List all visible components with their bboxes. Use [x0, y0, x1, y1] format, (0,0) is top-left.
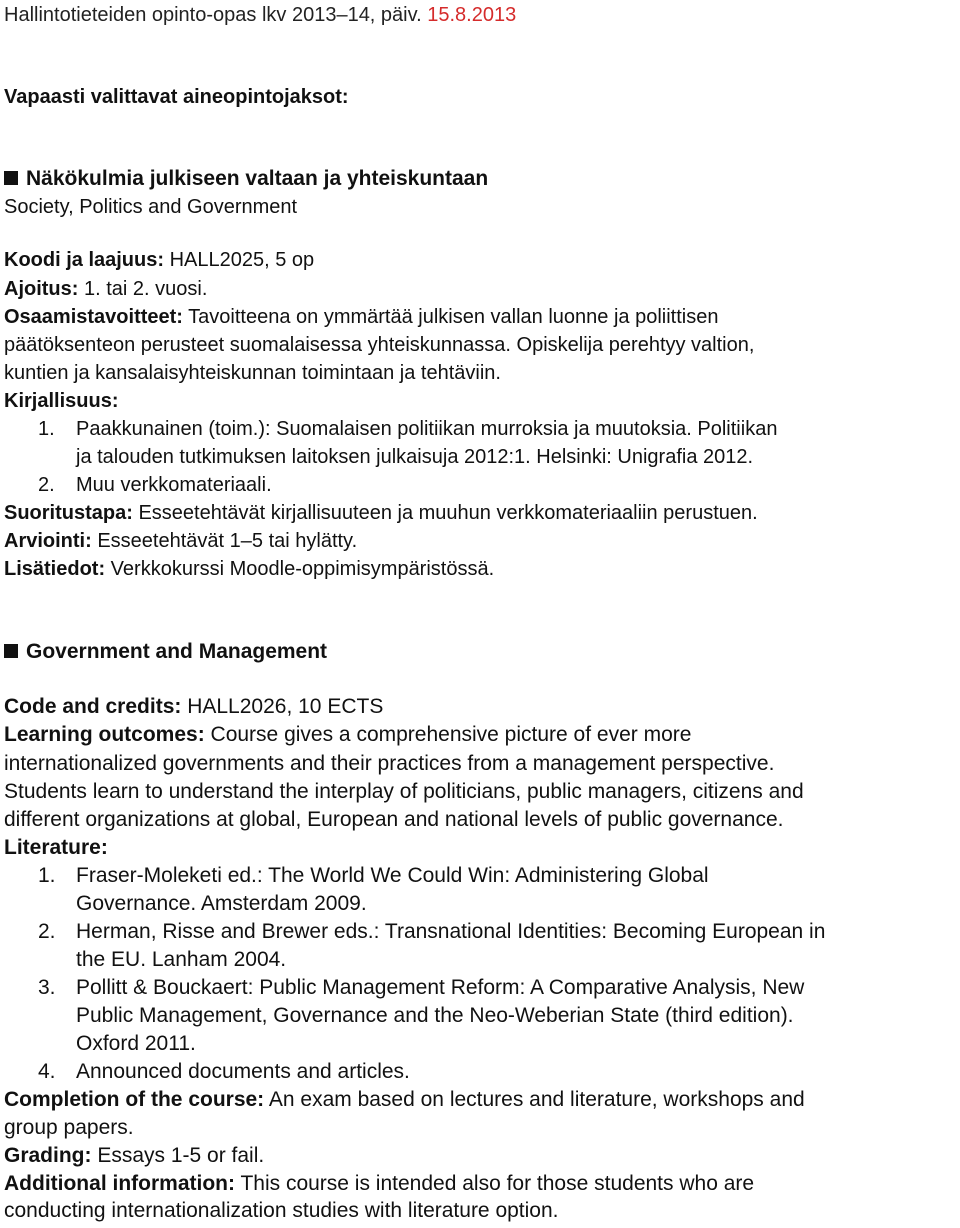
course2-outcomes-line1: Course gives a comprehensive picture of ever more — [204, 723, 692, 746]
course2-grading-value: Essays 1-5 or fail. — [91, 1144, 265, 1167]
list-number: 2. — [38, 920, 56, 943]
course1-title-text: Näkökulmia julkiseen valtaan ja yhteiskuntaan — [26, 167, 489, 190]
course1-outcomes-line2: päätöksenteon perusteet suomalaisessa yhteiskunnassa. Opiskelija perehtyy valtion, — [4, 334, 755, 356]
course2-grading-label: Grading: — [4, 1144, 92, 1167]
list-item: Muu verkkomateriaali. — [76, 474, 272, 496]
course2-completion-line2: group papers. — [4, 1116, 134, 1139]
course2-completion-label: Completion of the course: — [4, 1088, 265, 1111]
course1-info — [4, 558, 494, 581]
course1-code-label: Koodi ja laajuus: — [4, 249, 165, 271]
course2-completion — [4, 1088, 805, 1112]
course1-subtitle: Society, Politics and Government — [4, 196, 298, 218]
header-date: 15.8.2013 — [427, 4, 517, 26]
course2-title — [4, 640, 327, 664]
course1-outcomes-line1: Tavoitteena on ymmärtää julkisen vallan luonne ja poliittisen — [182, 306, 719, 328]
course2-info-label: Additional information: — [4, 1172, 235, 1195]
list-item: Paakkunainen (toim.): Suomalaisen politiikan murroksia ja muutoksia. Politiikan — [76, 418, 778, 440]
list-item-continued: Governance. Amsterdam 2009. — [76, 892, 367, 915]
section-heading: Vapaasti valittavat aineopintojaksot: — [4, 86, 349, 108]
list-number: 3. — [38, 976, 56, 999]
list-number: 1. — [38, 864, 56, 887]
course1-timing-label: Ajoitus: — [4, 278, 79, 300]
course2-info-line1: This course is intended also for those students who are — [234, 1172, 755, 1195]
course1-grading-label: Arviointi: — [4, 530, 92, 552]
list-item: Herman, Risse and Brewer eds.: Transnational Identities: Becoming European in — [76, 920, 826, 943]
course1-code — [4, 249, 314, 272]
list-item: Fraser-Moleketi ed.: The World We Could Win: Administering Global — [76, 864, 709, 887]
course2-code-value: HALL2026, 10 ECTS — [181, 695, 384, 718]
header-title: Hallintotieteiden opinto-opas lkv 2013–14, päiv. — [4, 4, 422, 26]
course1-outcomes-label: Osaamistavoitteet: — [4, 306, 183, 328]
list-number: 1. — [38, 418, 55, 440]
course2-code-label: Code and credits: — [4, 695, 182, 718]
course2-outcomes — [4, 723, 691, 747]
course2-info — [4, 1172, 754, 1196]
list-item-continued: ja talouden tutkimuksen laitoksen julkaisuja 2012:1. Helsinki: Unigrafia 2012. — [76, 446, 754, 468]
course2-code — [4, 695, 383, 719]
square-bullet-icon — [4, 171, 18, 185]
course1-outcomes-line3: kuntien ja kansalaisyhteiskunnan toimintaan ja tehtäviin. — [4, 362, 501, 384]
course2-completion-line1: An exam based on lectures and literature, workshops and — [264, 1088, 805, 1111]
list-item: Pollitt & Bouckaert: Public Management Reform: A Comparative Analysis, New — [76, 976, 805, 999]
course1-grading-value: Esseetehtävät 1–5 tai hylätty. — [91, 530, 358, 552]
course2-outcomes-line3: Students learn to understand the interplay of politicians, public managers, citizens and — [4, 780, 804, 803]
course1-completion-label: Suoritustapa: — [4, 502, 133, 524]
course2-grading — [4, 1144, 264, 1168]
course1-info-label: Lisätiedot: — [4, 558, 106, 580]
page-header — [4, 4, 516, 27]
list-item: Announced documents and articles. — [76, 1060, 410, 1083]
course2-outcomes-line4: different organizations at global, European and national levels of public governance. — [4, 808, 784, 831]
square-bullet-icon — [4, 644, 18, 658]
course1-grading — [4, 530, 357, 553]
course2-literature-label: Literature: — [4, 836, 108, 859]
course1-code-value: HALL2025, 5 op — [164, 249, 315, 271]
list-item-continued: Public Management, Governance and the Neo-Weberian State (third edition). — [76, 1004, 794, 1027]
list-item-continued: Oxford 2011. — [76, 1032, 196, 1055]
course2-title-text: Government and Management — [26, 640, 328, 663]
course2-info-line2: conducting internationalization studies with literature option. — [4, 1199, 559, 1222]
list-number: 4. — [38, 1060, 56, 1083]
course1-timing — [4, 278, 207, 301]
list-item-continued: the EU. Lanham 2004. — [76, 948, 287, 971]
course1-info-value: Verkkokurssi Moodle-oppimisympäristössä. — [105, 558, 495, 580]
list-number: 2. — [38, 474, 55, 496]
course2-outcomes-label: Learning outcomes: — [4, 723, 205, 746]
course1-title — [4, 167, 488, 191]
course1-completion-value: Esseetehtävät kirjallisuuteen ja muuhun verkkomateriaaliin perustuen. — [132, 502, 758, 524]
course1-literature-label: Kirjallisuus: — [4, 390, 119, 412]
course1-completion — [4, 502, 758, 525]
course1-outcomes — [4, 306, 718, 329]
course1-timing-value: 1. tai 2. vuosi. — [78, 278, 208, 300]
course2-outcomes-line2: internationalized governments and their practices from a management perspective. — [4, 752, 775, 775]
